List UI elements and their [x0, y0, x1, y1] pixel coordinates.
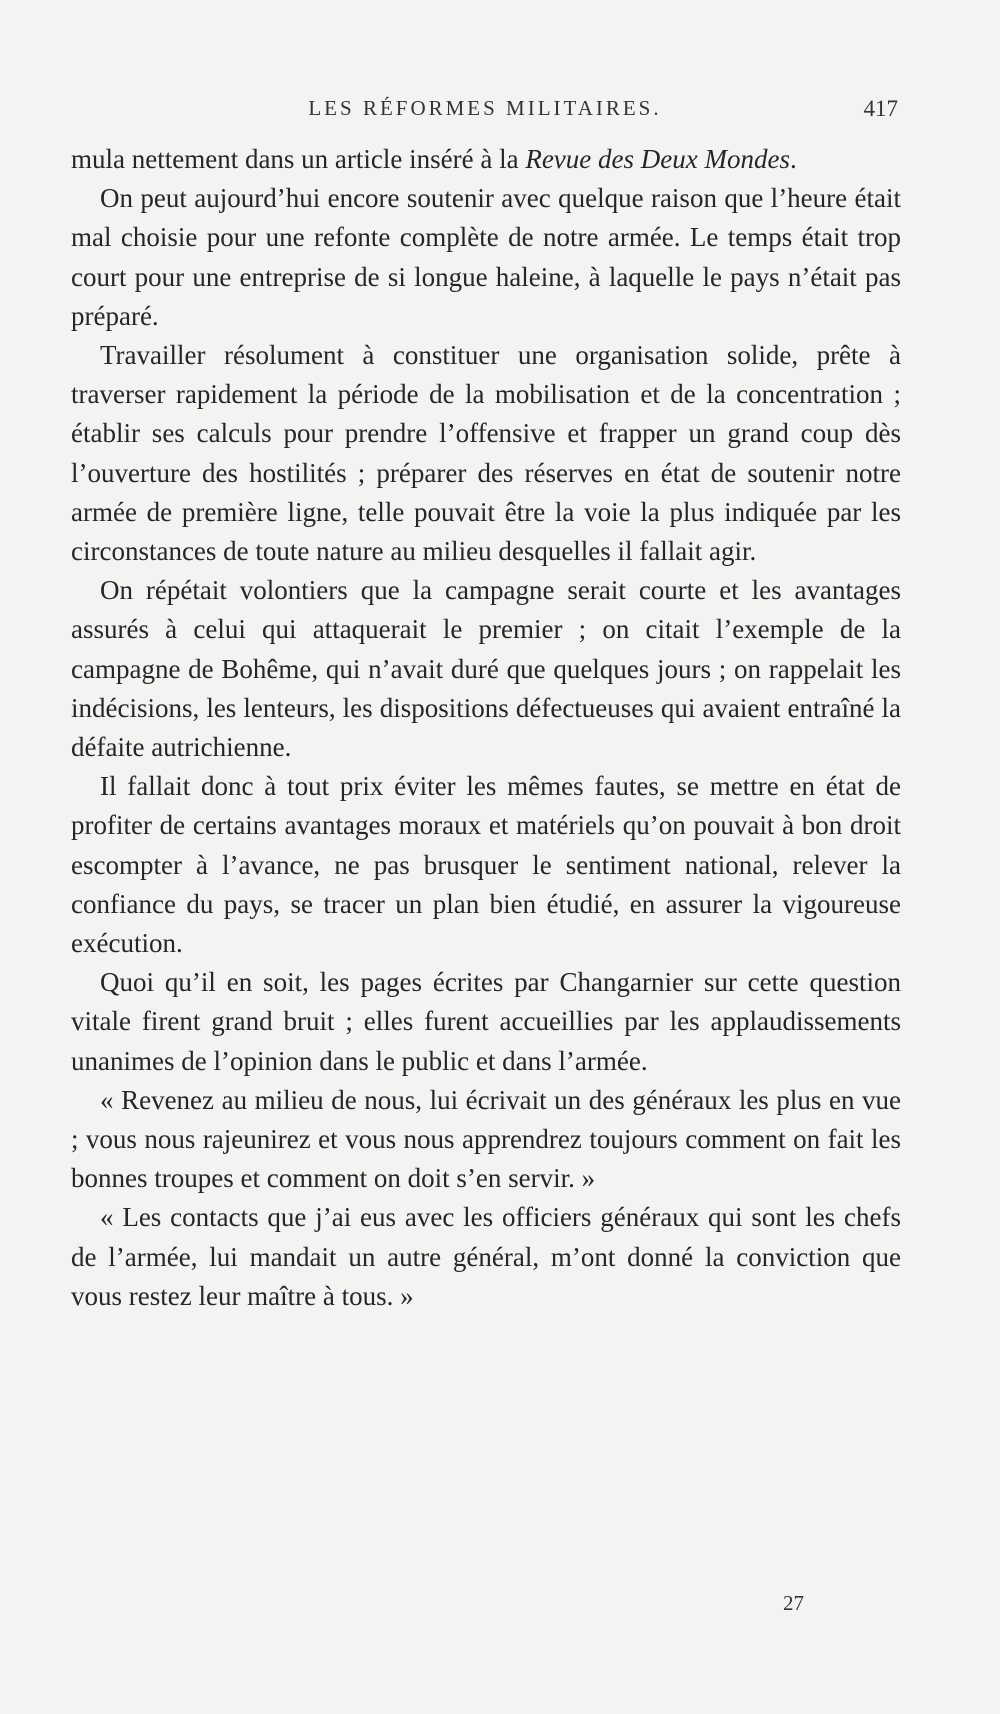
- page-number: 417: [863, 96, 898, 121]
- paragraph-3: Travailler résolument à constituer une organisation solide, prête à traverser rapidement la période de la mobilisation et de la concentration ; établir ses calculs pour prendre l’offensive et frapper un grand coup dès l’ouverture des hostilités ; préparer des réserves en état de soutenir notre armée de première ligne, telle pouvait être la voie la plus indiquée par les circonstances de toute nature au milieu desquelles il fallait agir.: [71, 340, 901, 567]
- paragraph-1-end: .: [789, 144, 797, 174]
- body-text: [71, 140, 901, 1316]
- paragraph-6: Quoi qu’il en soit, les pages écrites par Changarnier sur cette question vitale firent grand bruit ; elles furent accueillies par les applaudissements unanimes de l’opinion dans le public et dans l’armée.: [71, 967, 901, 1076]
- paragraph-4: On répétait volontiers que la campagne serait courte et les avantages assurés à celui qui attaquerait le premier ; on citait l’exemple de la campagne de Bohême, qui n’avait duré que quelques jours ; on rappelait les indécisions, les lenteurs, les dispositions défectueuses qui avaient entraîné la défaite autrichienne.: [71, 575, 901, 763]
- page-header: [70, 96, 900, 126]
- paragraph-1: [71, 140, 901, 179]
- running-title: LES RÉFORMES MILITAIRES.: [308, 96, 662, 120]
- paragraph-7-quote: « Revenez au milieu de nous, lui écrivait un des généraux les plus en vue ; vous nous rajeunirez et vous nous apprendrez toujours comment on fait les bonnes troupes et comment on doit s’en servir. »: [71, 1084, 901, 1194]
- paragraph-8-quote: « Les contacts que j’ai eus avec les officiers généraux qui sont les chefs de l’armée, lui mandait un autre général, m’ont donné la conviction que vous restez leur maître à tous. »: [71, 1202, 901, 1311]
- paragraph-2: On peut aujourd’hui encore soutenir avec quelque raison que l’heure était mal choisie pour une refonte complète de notre armée. Le temps était trop court pour une entreprise de si longue haleine, à laquelle le pays n’était pas préparé.: [71, 183, 901, 331]
- paragraph-1-text: mula nettement dans un article inséré à la: [71, 144, 526, 174]
- paragraph-5: Il fallait donc à tout prix éviter les mêmes fautes, se mettre en état de profiter de certains avantages moraux et matériels qu’on pouvait à bon droit escompter à l’avance, ne pas brusquer le sentiment national, relever la confiance du pays, se tracer un plan bien étudié, en assurer la vigoureuse exécution.: [71, 771, 901, 959]
- journal-title: Revue des Deux Mondes: [525, 144, 790, 174]
- signature-mark: 27: [783, 1591, 804, 1615]
